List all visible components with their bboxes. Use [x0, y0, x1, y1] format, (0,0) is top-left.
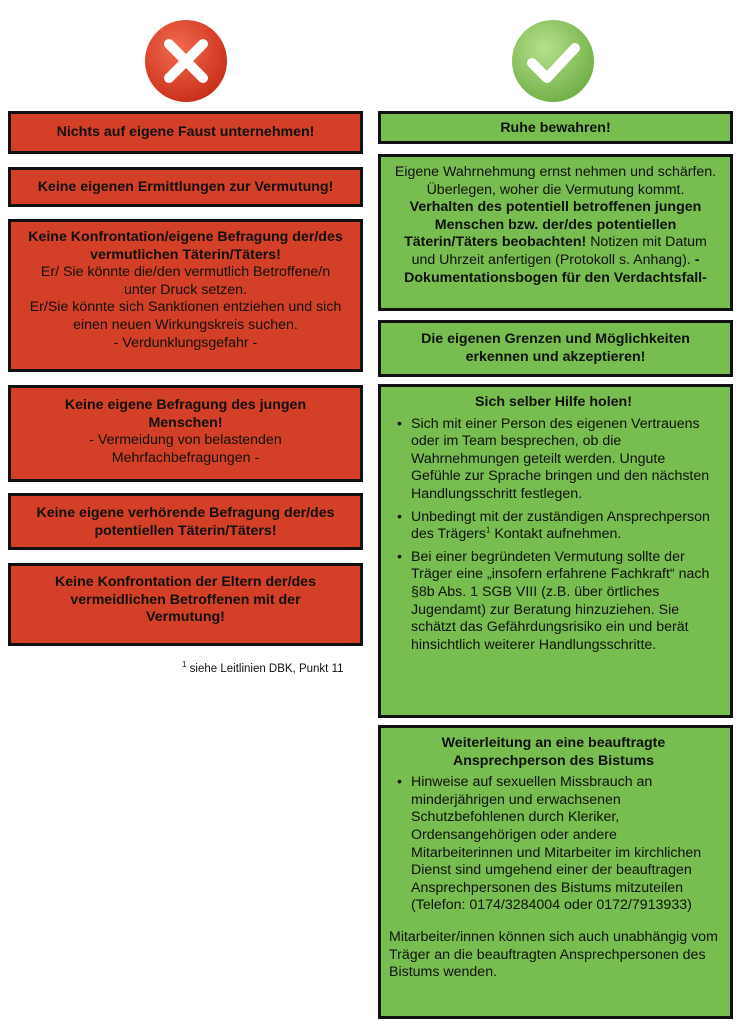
do-box-get-help — [378, 384, 733, 718]
do-box-observe: Eigene Wahrnehmung ernst nehmen und schärfen. Überlegen, woher die Vermutung kommt. Verhalten des potentiell betroffenen jungen Menschen bzw. der/des potentiellen Täterin/Täters beobachten! Notizen mit Datum und Uhrzeit anfertigen (Protokoll s. Anhang). -Dokumentationsbogen für den Verdachtsfall- — [378, 154, 733, 311]
box-text: Er/Sie könnte sich Sanktionen entziehen und sich einen neuen Wirkungskreis suchen. — [29, 299, 342, 333]
footnote-mark: 1 — [182, 660, 187, 670]
do-box-diocese-contact — [378, 725, 733, 1019]
footnote-mark: 1 — [485, 525, 491, 535]
dont-box-confront-perpetrator — [8, 219, 363, 372]
list-item: • Bei einer begründeten Vermutung sollte der Träger eine „insofern erfahrene Fachkraft“ nach §8b Abs. 1 SGB VIII (z.B. über örtliches Jugendamt) zur Beratung hinzuziehen. Sie schätzt das Gefährdungsrisiko ein und berät hinsichtlich weiterer Handlungsschritte. — [411, 549, 718, 655]
x-icon — [143, 18, 229, 104]
box-heading: Weiterleitung an eine beauftragte Ansprechperson des Bistums — [441, 735, 666, 769]
box-text: - Vermeidung von belastenden Mehrfachbefragungen - — [89, 432, 282, 466]
footnote-text: siehe Leitlinien DBK, Punkt 11 — [189, 663, 344, 675]
list-item: • Hinweise auf sexuellen Missbrauch an minderjährigen und erwachsenen Schutzbefohlenen durch Kleriker, Ordensangehörigen oder andere Mitarbeiterinnen und Mitarbeiter im kirchlichen Dienst sind umgehend einer der beauftragen Ansprechpersonen des Bistums mitzuteilen (Telefon: 0174/3284004 oder 0172/7913933) — [411, 774, 718, 915]
do-box-stay-calm: Ruhe bewahren! — [378, 111, 733, 144]
dont-box-interrogate-perpetrator: Keine eigene verhörende Befragung der/des potentiellen Täterin/Täters! — [8, 493, 363, 550]
help-list — [389, 416, 718, 655]
box-heading: Keine Konfrontation/eigene Befragung der/des vermutlichen Täterin/Täters! — [28, 229, 343, 263]
check-icon — [510, 18, 596, 104]
box-text: - Verdunklungsgefahr - — [113, 334, 258, 351]
dont-box-own-investigation: Keine eigenen Ermittlungen zur Vermutung! — [8, 167, 363, 207]
box-text: Mitarbeiter/innen können sich auch unabhängig vom Träger an die beauftragten Ansprechpersonen des Bistums wenden. — [389, 928, 718, 981]
box-text: Er/ Sie könnte die/den vermutlich Betroffene/n unter Druck setzen. — [40, 264, 331, 298]
box-heading: Keine eigene Befragung des jungen Menschen! — [64, 397, 307, 431]
dont-box-own-action: Nichts auf eigene Faust unternehmen! — [8, 111, 363, 154]
diocese-list — [389, 774, 718, 915]
list-item: • Unbedingt mit der zuständigen Ansprechperson des Trägers$^1$ Kontakt aufnehmen. — [411, 509, 718, 544]
do-box-limits: Die eigenen Grenzen und Möglichkeiten erkennen und akzeptieren! — [378, 320, 733, 377]
dont-box-confront-parents: Keine Konfrontation der Eltern der/des vermeidlichen Betroffenen mit der Vermutung! — [8, 563, 363, 646]
list-item: • Sich mit einer Person des eigenen Vertrauens oder im Team besprechen, ob die Wahrnehmungen geteilt werden. Ungute Gefühle zur Sprache bringen und den nächsten Handlungsschritt festlegen. — [411, 416, 718, 504]
footnote — [182, 660, 372, 675]
box-heading: Sich selber Hilfe holen! — [475, 394, 632, 410]
dont-box-question-child — [8, 385, 363, 482]
